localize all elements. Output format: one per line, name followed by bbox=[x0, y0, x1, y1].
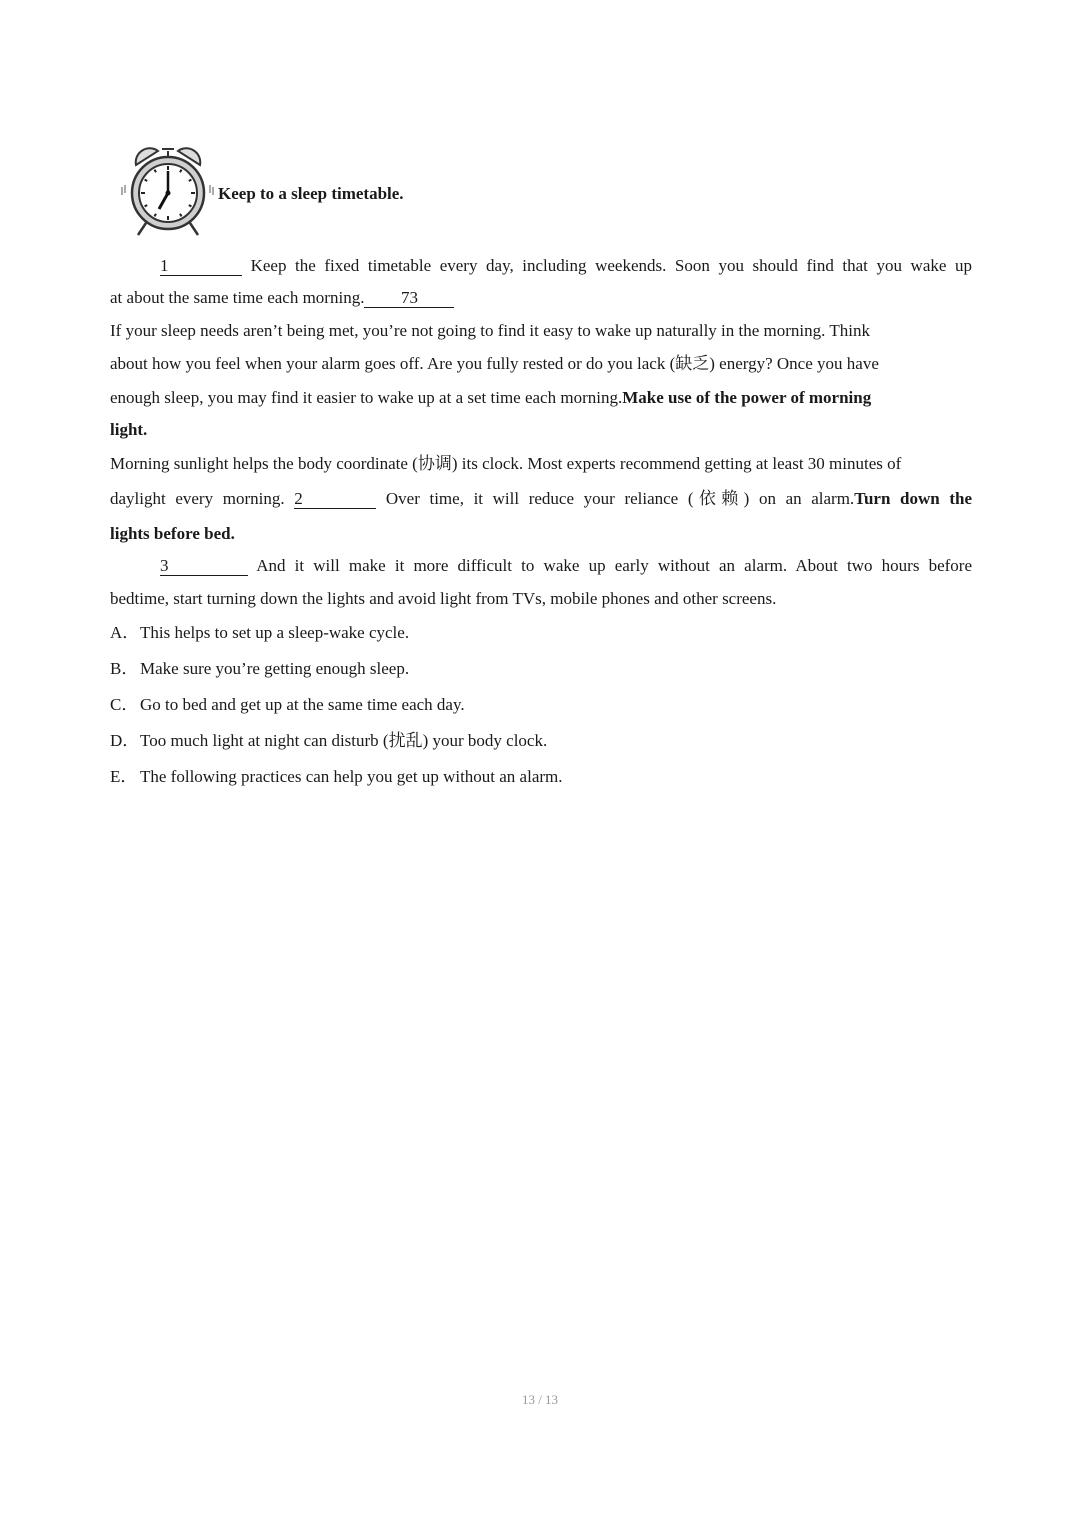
option-text: This helps to set up a sleep-wake cycle. bbox=[140, 623, 410, 642]
subheading-morning-light-end: light. bbox=[110, 420, 148, 439]
para1-text1: Keep the fixed timetable every day, including weekends. Soon you should find that you wake up bbox=[250, 256, 972, 275]
para4-line2 bbox=[110, 582, 972, 615]
para2-line3 bbox=[110, 381, 972, 414]
page-number: 13 / 13 bbox=[521, 1392, 559, 1407]
option-text: Go to bed and get up at the same time each day. bbox=[140, 695, 465, 714]
para3-line3 bbox=[110, 517, 972, 550]
subheading-turn-down-end: lights before bed. bbox=[110, 524, 235, 543]
para3-line1 bbox=[110, 446, 972, 481]
para1-text2: at about the same time each morning. bbox=[110, 288, 365, 307]
para2-text2: about how you feel when your alarm goes off. Are you fully rested or do you lack (缺乏) energy? Once you have bbox=[110, 354, 879, 373]
options-list bbox=[110, 615, 972, 795]
para2-line1 bbox=[110, 314, 972, 347]
option-letter: B． bbox=[110, 659, 139, 678]
option-c[interactable] bbox=[110, 687, 972, 723]
para1-line2 bbox=[110, 282, 972, 314]
option-letter: D． bbox=[110, 731, 140, 750]
subheading-turn-down: Turn down the bbox=[854, 489, 973, 508]
subheading-morning-light: Make use of the power of morning bbox=[622, 388, 872, 407]
section-heading: Keep to a sleep timetable. bbox=[218, 184, 404, 203]
option-b[interactable] bbox=[110, 651, 972, 687]
para2-line2 bbox=[110, 347, 972, 381]
section-heading-row bbox=[118, 143, 404, 241]
para4-text2: bedtime, start turning down the lights and avoid light from TVs, mobile phones and other screens. bbox=[110, 589, 777, 608]
para2-text1: If your sleep needs aren’t being met, you’re not going to find it easy to wake up naturally in the morning. Think bbox=[110, 321, 870, 340]
option-letter: E． bbox=[110, 767, 138, 786]
option-text: Make sure you’re getting enough sleep. bbox=[140, 659, 410, 678]
passage bbox=[110, 250, 972, 795]
para4-line1 bbox=[110, 550, 972, 582]
option-d[interactable] bbox=[110, 723, 972, 759]
para3-text1: Morning sunlight helps the body coordinate (协调) its clock. Most experts recommend getting at least 30 minutes of bbox=[110, 454, 902, 473]
para3-line2 bbox=[110, 481, 972, 517]
alarm-clock-icon bbox=[118, 143, 218, 241]
option-text: Too much light at night can disturb (扰乱) your body clock. bbox=[140, 731, 548, 750]
answer-blank-73[interactable]: 73 bbox=[364, 289, 454, 308]
answer-blank-2[interactable]: 2 bbox=[294, 490, 376, 509]
option-letter: A． bbox=[110, 623, 140, 642]
para2-line4 bbox=[110, 414, 972, 446]
para3-text2b: Over time, it will reduce your reliance (依赖) on an alarm. bbox=[385, 489, 855, 508]
para2-text3: enough sleep, you may find it easier to wake up at a set time each morning. bbox=[110, 388, 623, 407]
option-letter: C． bbox=[110, 695, 139, 714]
option-a[interactable] bbox=[110, 615, 972, 651]
para1-line1 bbox=[110, 250, 972, 282]
option-text: The following practices can help you get up without an alarm. bbox=[140, 767, 563, 786]
para3-text2a: daylight every morning. bbox=[110, 489, 285, 508]
answer-blank-1[interactable]: 1 bbox=[160, 257, 242, 276]
option-e[interactable] bbox=[110, 759, 972, 795]
para4-text1: And it will make it more difficult to wake up early without an alarm. About two hours before bbox=[256, 556, 973, 575]
answer-blank-3[interactable]: 3 bbox=[160, 557, 248, 576]
